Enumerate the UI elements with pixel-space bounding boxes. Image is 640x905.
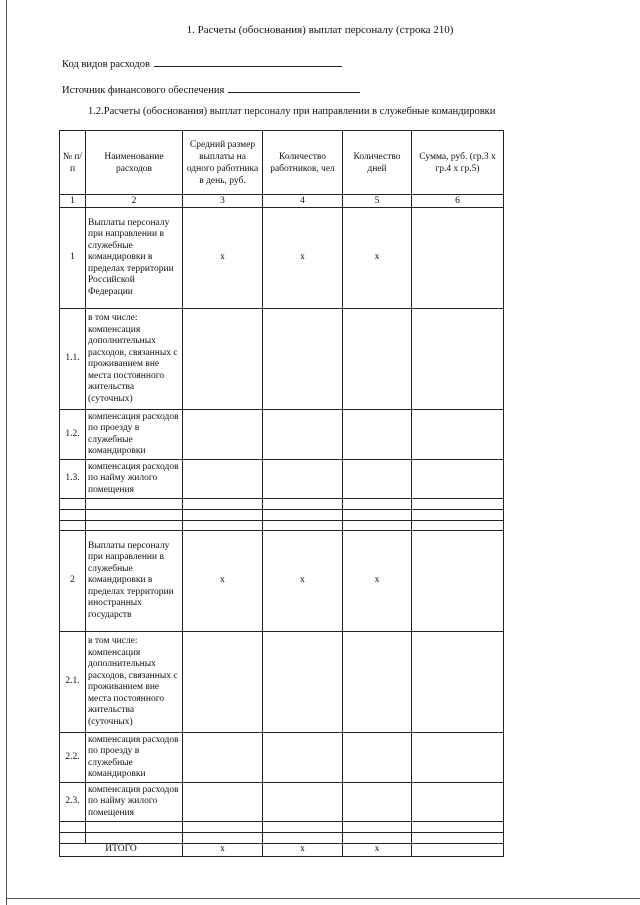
section-subtitle: 1.2.Расчеты (обоснования) выплат персоналу при направлении в служебные командировки — [88, 106, 496, 117]
column-number: 3 — [183, 195, 263, 208]
column-number: 2 — [86, 195, 183, 208]
header-workers-count: Количество работников, чел — [263, 131, 343, 195]
total-days-count[interactable]: x — [343, 844, 412, 857]
row-number: 2.3. — [60, 783, 86, 822]
funding-source-input-line[interactable] — [228, 82, 360, 93]
row-days-count[interactable] — [343, 309, 412, 410]
row-sum[interactable] — [412, 783, 504, 822]
row-number: 1.3. — [60, 460, 86, 499]
row-workers-count[interactable] — [263, 733, 343, 783]
total-sum[interactable] — [412, 844, 504, 857]
row-workers-count[interactable] — [263, 632, 343, 733]
row-expense-name: Выплаты персоналу при направлении в служебные командировки в пределах территории Российской Федерации — [86, 208, 183, 309]
row-number: 1 — [60, 208, 86, 309]
empty-row — [60, 499, 504, 510]
row-average-payment[interactable]: x — [183, 208, 263, 309]
row-days-count[interactable] — [343, 460, 412, 499]
row-expense-name: компенсация расходов по проезду в служебные командировки — [86, 733, 183, 783]
table-row — [60, 410, 504, 460]
table-row — [60, 632, 504, 733]
row-sum[interactable] — [412, 208, 504, 309]
table-row — [60, 208, 504, 309]
total-row — [60, 844, 504, 857]
row-average-payment[interactable] — [183, 783, 263, 822]
row-days-count[interactable] — [343, 410, 412, 460]
row-workers-count[interactable] — [263, 783, 343, 822]
column-number: 1 — [60, 195, 86, 208]
row-days-count[interactable]: x — [343, 531, 412, 632]
empty-row — [60, 510, 504, 521]
row-expense-name: компенсация расходов по найму жилого помещения — [86, 460, 183, 499]
column-number-row — [60, 195, 504, 208]
column-number: 4 — [263, 195, 343, 208]
document-title: 1. Расчеты (обоснования) выплат персоналу (строка 210) — [186, 24, 454, 36]
header-expense-name: Наименование расходов — [86, 131, 183, 195]
business-trip-calculation-table — [59, 130, 504, 857]
empty-row — [60, 521, 504, 531]
row-workers-count[interactable]: x — [263, 531, 343, 632]
row-number: 1.1. — [60, 309, 86, 410]
page-edge-left — [6, 0, 7, 905]
row-days-count[interactable]: x — [343, 208, 412, 309]
row-days-count[interactable] — [343, 632, 412, 733]
expense-code-input-line[interactable] — [154, 56, 342, 67]
row-average-payment[interactable] — [183, 460, 263, 499]
funding-source-field — [62, 82, 360, 96]
table-row — [60, 531, 504, 632]
row-expense-name: компенсация расходов по проезду в служебные командировки — [86, 410, 183, 460]
row-sum[interactable] — [412, 632, 504, 733]
row-days-count[interactable] — [343, 733, 412, 783]
table-row — [60, 783, 504, 822]
row-workers-count[interactable] — [263, 309, 343, 410]
row-expense-name: в том числе: компенсация дополнительных расходов, связанных с проживанием вне места постоянного жительства (суточных) — [86, 632, 183, 733]
row-number: 2.2. — [60, 733, 86, 783]
empty-row — [60, 833, 504, 844]
row-expense-name: в том числе: компенсация дополнительных расходов, связанных с проживанием вне места постоянного жительства (суточных) — [86, 309, 183, 410]
funding-source-label: Источник финансового обеспечения — [62, 85, 225, 96]
total-average-payment[interactable]: x — [183, 844, 263, 857]
row-sum[interactable] — [412, 410, 504, 460]
row-sum[interactable] — [412, 531, 504, 632]
header-number: № п/п — [60, 131, 86, 195]
header-average-payment: Средний размер выплаты на одного работника в день, руб. — [183, 131, 263, 195]
row-sum[interactable] — [412, 460, 504, 499]
row-sum[interactable] — [412, 309, 504, 410]
total-label: ИТОГО — [60, 844, 183, 857]
row-number: 2 — [60, 531, 86, 632]
expense-code-label: Код видов расходов — [62, 59, 150, 70]
row-number: 2.1. — [60, 632, 86, 733]
table-row — [60, 733, 504, 783]
total-workers-count[interactable]: x — [263, 844, 343, 857]
row-average-payment[interactable]: x — [183, 531, 263, 632]
row-expense-name: Выплаты персоналу при направлении в служебные командировки в пределах территории иностранных государств — [86, 531, 183, 632]
row-expense-name: компенсация расходов по найму жилого помещения — [86, 783, 183, 822]
column-number: 6 — [412, 195, 504, 208]
row-workers-count[interactable] — [263, 460, 343, 499]
table-row — [60, 460, 504, 499]
row-workers-count[interactable]: x — [263, 208, 343, 309]
header-sum: Сумма, руб. (гр.3 х гр.4 х гр.5) — [412, 131, 504, 195]
header-days-count: Количество дней — [343, 131, 412, 195]
table-header-row — [60, 131, 504, 195]
expense-code-field — [62, 56, 342, 70]
row-number: 1.2. — [60, 410, 86, 460]
row-days-count[interactable] — [343, 783, 412, 822]
row-average-payment[interactable] — [183, 309, 263, 410]
column-number: 5 — [343, 195, 412, 208]
table-row — [60, 309, 504, 410]
row-average-payment[interactable] — [183, 632, 263, 733]
row-average-payment[interactable] — [183, 733, 263, 783]
empty-row — [60, 822, 504, 833]
row-workers-count[interactable] — [263, 410, 343, 460]
row-average-payment[interactable] — [183, 410, 263, 460]
page-edge-bottom — [6, 898, 640, 899]
row-sum[interactable] — [412, 733, 504, 783]
